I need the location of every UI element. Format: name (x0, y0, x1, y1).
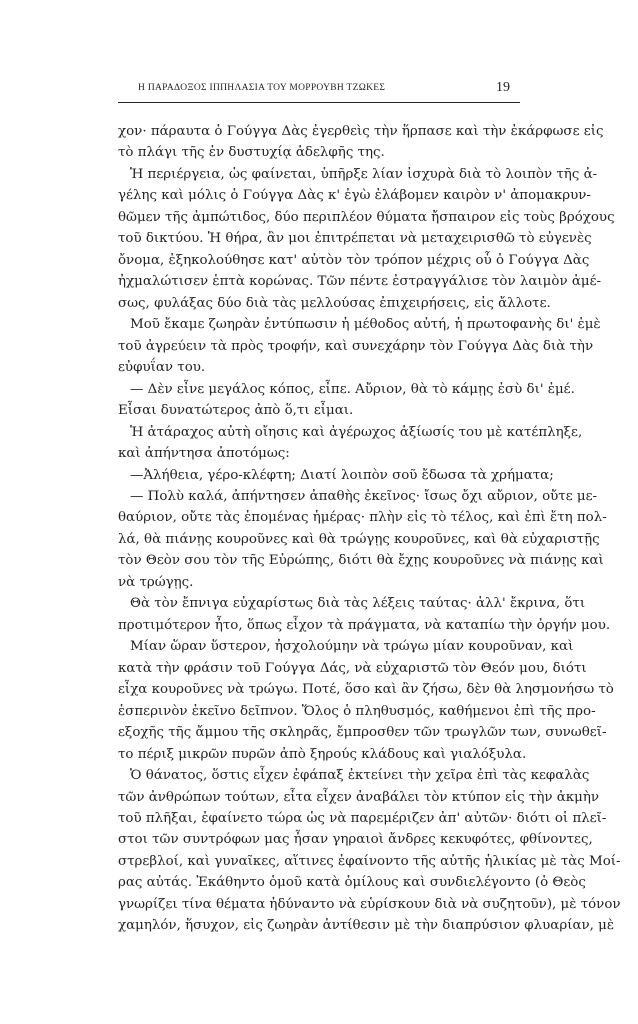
text-line: το πέριξ μικρῶν πυρῶν ἀπὸ ξηρούς κλάδους καὶ γιαλόξυλα. (118, 746, 527, 762)
text-line: γνωρίζει τίνα θέματα ἠδύναντο νὰ εὑρίσκουν διὰ νὰ συζητοῦν), μὲ τόνον (118, 896, 621, 912)
text-line: —Ἀλήθεια, γέρο-κλέφτη; Διατί λοιπὸν σοῦ ἔδωσα τὰ χρήματα; (130, 467, 554, 483)
text-line: εὐφυΐαν του. (118, 360, 206, 376)
text-line: στρεβλοί, καὶ γυναῖκες, αἵτινες ἐφαίνοντο τῆς αὐτῆς ἡλικίας μὲ τὰς Μοί- (118, 853, 621, 869)
text-line: Μίαν ὥραν ὕστερον, ἠσχολούμην νὰ τρώγω μίαν κουροῦναν, καὶ (130, 639, 574, 655)
text-line: — Δὲν εἶνε μεγάλος κόπος, εἶπε. Αὔριον, θὰ τὸ κάμῃς ἐσὺ δι' ἐμέ. (130, 381, 575, 397)
text-line: ρας αὐτάς. Ἐκάθηντο ὁμοῦ κατὰ ὁμίλους καὶ συνδιελέγοντο (ὁ Θεὸς (118, 875, 586, 891)
text-line: θῶμεν τῆς ἀμπώτιδος, δύο περιπλέον θύματα ἤσπαιρον εἰς τοὺς βρόχους (118, 209, 615, 225)
body-text (118, 121, 621, 937)
text-line: χον· πάραυτα ὁ Γούγγα Δὰς ἐγερθεὶς τὴν ἥρπασε καὶ τὴν ἐκάρφωσε εἰς (118, 124, 604, 139)
text-line: τοῦ ἀγρεύειν τὰ πρὸς τροφήν, καὶ συνεχάρην τὸν Γούγγα Δὰς διὰ τὴν (118, 338, 594, 354)
text-line: κατὰ τὴν φράσιν τοῦ Γούγγα Δάς, νὰ εὐχαριστῶ τὸν Θεόν μου, διότι (118, 660, 587, 676)
text-line: καὶ ἀπήντησα ἀποτόμως: (118, 446, 290, 462)
running-title: Η ΠΑΡΑΔΟΞΟΣ ΙΠΠΗΛΑΣΙΑ ΤΟΥ ΜΟΡΡΟΥΒΗ ΤΖΩΚΕΣ (138, 83, 386, 93)
text-line: Ὁ θάνατος, ὅστις εἶχεν ἐφάπαξ ἐκτείνει τὴν χεῖρα ἐπὶ τὰς κεφαλὰς (130, 768, 590, 784)
text-line: Εἶσαι δυνατώτερος ἀπὸ ὅ,τι εἶμαι. (118, 403, 354, 419)
text-line: Ἡ ἀτάραχος αὐτὴ οἴησις καὶ ἀγέρωχος ἀξίωσίς του μὲ κατέπληξε, (130, 424, 583, 440)
text-line: εξοχῆς τῆς ἄμμου τῆς σκληρᾶς, ἔμπροσθεν τῶν τρωγλῶν των, συνωθεῖ- (118, 725, 607, 741)
text-line: γέλης καὶ μόλις ὁ Γούγγα Δὰς κ' ἐγὼ ἐλάβομεν καιρὸν ν' ἀπομακρυν- (118, 188, 591, 204)
text-line: σως, φυλάξας δύο διὰ τὰς μελλούσας ἐπιχειρήσεις, εἰς ἄλλοτε. (118, 295, 551, 311)
text-line: Μοῦ ἔκαμε ζωηρὰν ἐντύπωσιν ἡ μέθοδος αὐτή, ἡ πρωτοφανὴς δι' ἐμὲ (130, 317, 601, 333)
text-line: τὸ πλάγι τῆς ἐν δυστυχίᾳ ἀδελφῆς της. (118, 145, 385, 161)
running-header (118, 80, 518, 100)
text-line: εἶχα κουροῦνες νὰ τρώγω. Ποτέ, ὅσο καὶ ἂν ζήσω, δὲν θὰ λησμονήσω τὸ (118, 682, 614, 698)
text-line: — Πολὺ καλά, ἀπήντησεν ἀπαθὴς ἐκεῖνος· ἴσως ὄχι αὔριον, οὔτε με- (130, 488, 598, 504)
text-line: ἑσπερινὸν ἐκεῖνο δεῖπνον. Ὅλος ὁ πληθυσμός, καθήμενοι ἐπὶ τῆς προ- (118, 703, 596, 719)
text-line: τοῦ πλῆξαι, ἐφαίνετο τώρα ὡς νὰ παρεμέριζεν ἀπ' αὐτῶν· διότι οἱ πλεῖ- (118, 811, 607, 826)
text-line: Ἡ περιέργεια, ὡς φαίνεται, ὑπῆρξε λίαν ἰσχυρὰ διὰ τὸ λοιπὸν τῆς ἀ- (130, 166, 598, 182)
text-line: στοι τῶν συντρόφων μας ἦσαν γηραιοὶ ἄνδρες κεκυφότες, φθίνοντες, (118, 832, 593, 848)
text-line: Θὰ τὸν ἔπνιγα εὐχαρίστως διὰ τὰς λέξεις ταύτας· ἀλλ' ἔκρινα, ὅτι (130, 596, 586, 612)
text-line: λά, θὰ πιάνῃς κουροῦνες καὶ θὰ τρώγῃς κουροῦνες, καὶ θὰ εὐχαριστῇς (118, 531, 600, 547)
text-line: τοῦ δικτύου. Ἡ θήρα, ἂν μοι ἐπιτρέπεται νὰ μεταχειρισθῶ τὸ εὐγενὲς (118, 231, 592, 247)
header-rule (118, 102, 520, 103)
text-line: νὰ τρώγῃς. (118, 574, 194, 590)
text-line: ἠχμαλώτισεν ἑπτὰ κορώνας. Τῶν πέντε ἐστραγγάλισε τὸν λαιμὸν ἀμέ- (118, 274, 602, 290)
text-line: θαύριον, οὔτε τὰς ἑπομένας ἡμέρας· πλὴν εἰς τὸ τέλος, καὶ ἐπὶ ἔτη πολ- (118, 510, 607, 526)
text-line: προτιμότερον ἦτο, ὅπως εἶχον τὰ πράγματα, νὰ καταπίω τὴν ὀργήν μου. (118, 617, 611, 633)
text-line: τὸν Θεὸν σου τὸν τῆς Εὐρώπης, διότι θὰ ἔχῃς κουροῦνες νὰ πιάνῃς καὶ (118, 553, 604, 569)
text-line: τῶν ἀνθρώπων τούτων, εἶτα εἶχεν ἀναβάλει τὸν κτύπον εἰς τὴν ἀκμὴν (118, 789, 600, 805)
text-line: ὄνομα, ἐξηκολούθησε κατ' αὐτὸν τὸν τρόπον μέχρις οὗ ὁ Γούγγα Δὰς (118, 252, 590, 268)
page-number: 19 (496, 80, 510, 95)
text-line: χαμηλόν, ἥσυχον, εἰς ζωηρὰν ἀντίθεσιν μὲ τὴν διαπρύσιον φλυαρίαν, μὲ (118, 918, 615, 934)
